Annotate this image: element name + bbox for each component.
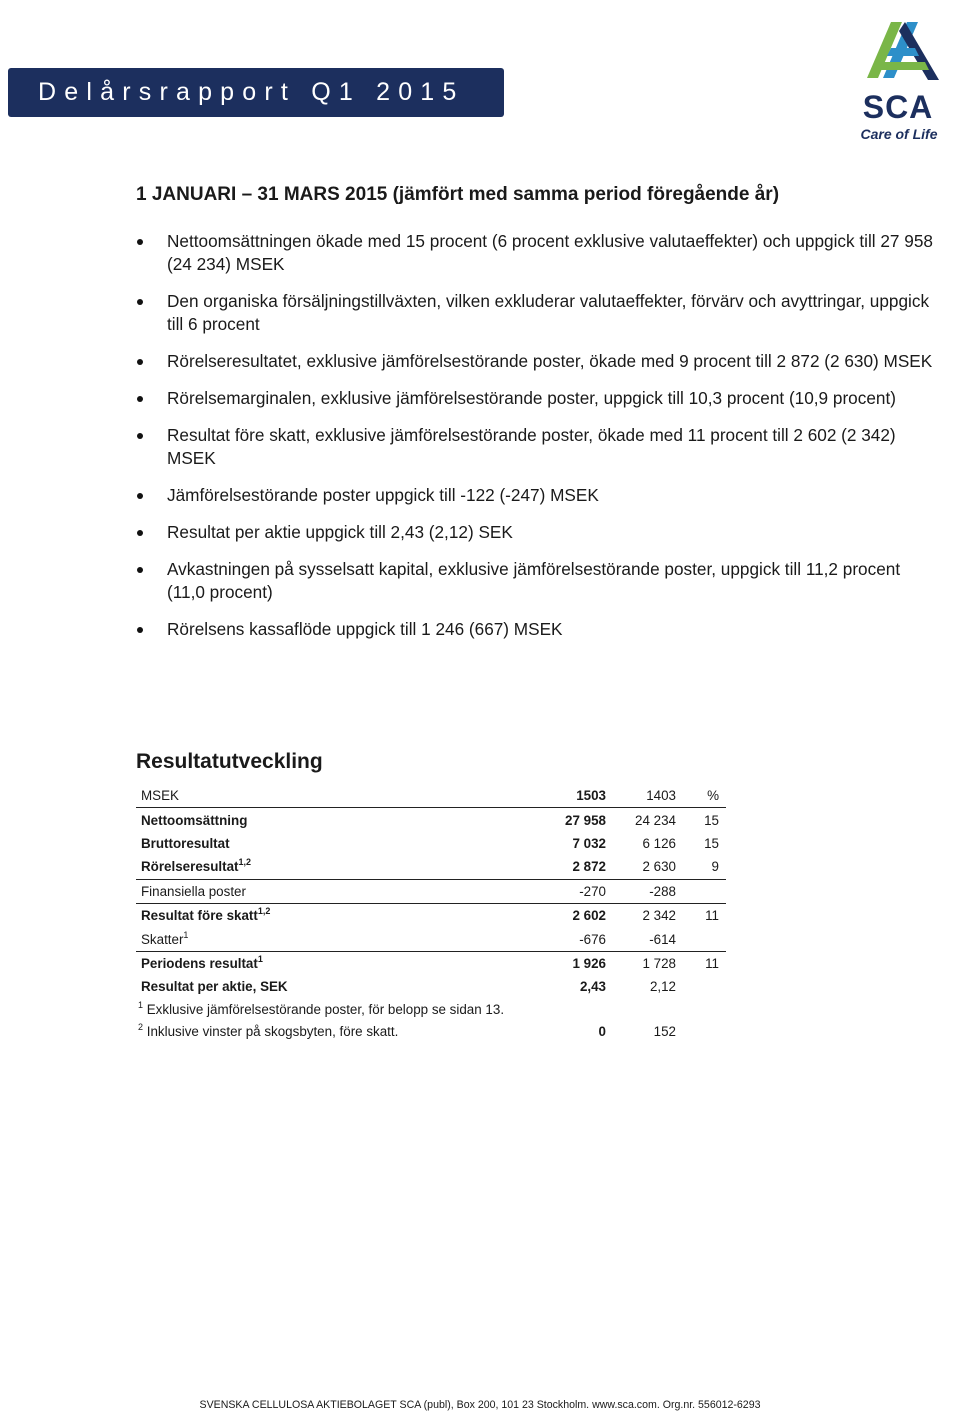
results-table bbox=[136, 784, 726, 1043]
row-percent: 15 bbox=[704, 812, 719, 828]
row-label: Periodens resultat bbox=[141, 955, 258, 971]
list-item bbox=[136, 618, 936, 641]
row-current: 27 958 bbox=[565, 812, 606, 828]
list-item-text: Rörelseresultatet, exklusive jämförelsestörande poster, ökade med 9 procent till 2 872 (2 630) MSEK bbox=[167, 351, 933, 371]
footnote-previous: 152 bbox=[653, 1024, 676, 1040]
period-heading: 1 JANUARI – 31 MARS 2015 (jämfört med samma period föregående år) bbox=[136, 184, 780, 205]
header-label: MSEK bbox=[136, 784, 536, 808]
bullet-icon bbox=[137, 493, 143, 499]
row-current: -676 bbox=[536, 927, 610, 951]
footnote-text: Exklusive jämförelsestörande poster, för belopp se sidan 13. bbox=[146, 1002, 505, 1018]
row-previous: 6 126 bbox=[642, 835, 676, 851]
row-label: Bruttoresultat bbox=[141, 835, 230, 851]
table-row bbox=[136, 855, 726, 879]
list-item-text: Den organiska försäljningstillväxten, vilken exkluderar valutaeffekter, förvärv och avyttringar, uppgick till 6 procent bbox=[167, 291, 930, 334]
table-row bbox=[136, 951, 726, 975]
footnote-ref: 1,2 bbox=[238, 857, 252, 868]
table-row bbox=[136, 808, 726, 832]
row-percent bbox=[676, 879, 726, 903]
row-previous: 2 342 bbox=[642, 908, 676, 924]
row-previous: 2,12 bbox=[649, 979, 676, 995]
list-item-text: Resultat per aktie uppgick till 2,43 (2,12) SEK bbox=[167, 522, 513, 542]
row-current: 1 926 bbox=[572, 955, 606, 971]
list-item bbox=[136, 521, 936, 544]
row-previous: 1 728 bbox=[642, 955, 676, 971]
list-item bbox=[136, 290, 936, 336]
row-label: Resultat före skatt bbox=[141, 908, 258, 924]
row-percent: 9 bbox=[676, 855, 726, 879]
row-previous: 24 234 bbox=[635, 812, 676, 828]
report-title: Delårsrapport Q1 2015 bbox=[38, 78, 465, 106]
row-percent bbox=[676, 975, 726, 998]
footnote-previous bbox=[610, 999, 676, 1021]
list-item bbox=[136, 387, 936, 410]
sca-logo-mark-icon bbox=[855, 18, 943, 90]
table-row bbox=[136, 832, 726, 855]
list-item bbox=[136, 558, 936, 604]
row-label: Skatter bbox=[141, 931, 184, 947]
footnote-text: Inklusive vinster på skogsbyten, före skatt. bbox=[146, 1024, 399, 1040]
list-item-text: Rörelsens kassaflöde uppgick till 1 246 (667) MSEK bbox=[167, 619, 563, 639]
row-label: Resultat per aktie, SEK bbox=[141, 979, 288, 995]
header-previous-period: 1403 bbox=[610, 784, 676, 808]
row-percent: 11 bbox=[705, 955, 719, 971]
sca-logo-tagline: Care of Life bbox=[860, 126, 938, 142]
bullet-icon bbox=[137, 239, 143, 245]
footnote-ref: 1 bbox=[183, 929, 189, 940]
table-row bbox=[136, 975, 726, 998]
footnote-row bbox=[136, 1021, 726, 1043]
table-row bbox=[136, 927, 726, 951]
sca-logo bbox=[855, 18, 943, 144]
results-heading: Resultatutveckling bbox=[136, 750, 323, 773]
report-title-banner bbox=[8, 68, 504, 117]
footnote-current bbox=[536, 999, 610, 1021]
row-current: -270 bbox=[536, 879, 610, 903]
row-label: Rörelseresultat bbox=[141, 859, 239, 875]
header-percent: % bbox=[676, 784, 726, 808]
list-item bbox=[136, 230, 936, 276]
footnote-ref: 1,2 bbox=[257, 906, 271, 917]
table-row bbox=[136, 879, 726, 903]
bullet-icon bbox=[137, 359, 143, 365]
footnote-ref: 1 bbox=[257, 953, 263, 964]
list-item-text: Avkastningen på sysselsatt kapital, exklusive jämförelsestörande poster, uppgick till 11,2 procent (11,0 procent) bbox=[167, 559, 901, 602]
page-footer: SVENSKA CELLULOSA AKTIEBOLAGET SCA (publ), Box 200, 101 23 Stockholm. www.sca.com. Org.nr. 556012-6293 bbox=[199, 1399, 761, 1411]
bullet-icon bbox=[137, 627, 143, 633]
row-current: 7 032 bbox=[572, 835, 606, 851]
table-header-row bbox=[136, 784, 726, 808]
table-row bbox=[136, 903, 726, 927]
bullet-icon bbox=[137, 530, 143, 536]
row-percent: 15 bbox=[704, 835, 719, 851]
row-current: 2,43 bbox=[579, 979, 606, 995]
list-item-text: Jämförelsestörande poster uppgick till -122 (-247) MSEK bbox=[167, 485, 599, 505]
sca-logo-wordmark: SCA bbox=[862, 89, 934, 125]
list-item bbox=[136, 350, 936, 373]
row-previous: -614 bbox=[610, 927, 676, 951]
bullet-icon bbox=[137, 433, 143, 439]
footnote-mark: 1 bbox=[138, 1000, 144, 1011]
list-item-text: Resultat före skatt, exklusive jämförelsestörande poster, ökade med 11 procent till 2 602 (2 342) MSEK bbox=[167, 425, 896, 468]
row-label: Nettoomsättning bbox=[141, 812, 248, 828]
list-item bbox=[136, 424, 936, 470]
row-current: 2 872 bbox=[536, 855, 610, 879]
row-previous: -288 bbox=[610, 879, 676, 903]
header-current-period: 1503 bbox=[536, 784, 610, 808]
footnote-current: 0 bbox=[598, 1024, 606, 1040]
row-percent: 11 bbox=[705, 908, 719, 924]
list-item-text: Nettoomsättningen ökade med 15 procent (6 procent exklusive valutaeffekter) och uppgick till 27 958 (24 234) MSEK bbox=[167, 231, 933, 274]
list-item bbox=[136, 484, 936, 507]
footnote-mark: 2 bbox=[138, 1022, 144, 1033]
list-item-text: Rörelsemarginalen, exklusive jämförelsestörande poster, uppgick till 10,3 procent (10,9 procent) bbox=[167, 388, 896, 408]
bullet-icon bbox=[137, 396, 143, 402]
bullet-icon bbox=[137, 567, 143, 573]
footnote-row bbox=[136, 999, 726, 1021]
highlights-list bbox=[136, 230, 936, 655]
row-percent bbox=[676, 927, 726, 951]
row-previous: 2 630 bbox=[610, 855, 676, 879]
row-label: Finansiella poster bbox=[141, 883, 246, 899]
bullet-icon bbox=[137, 299, 143, 305]
row-current: 2 602 bbox=[572, 908, 606, 924]
